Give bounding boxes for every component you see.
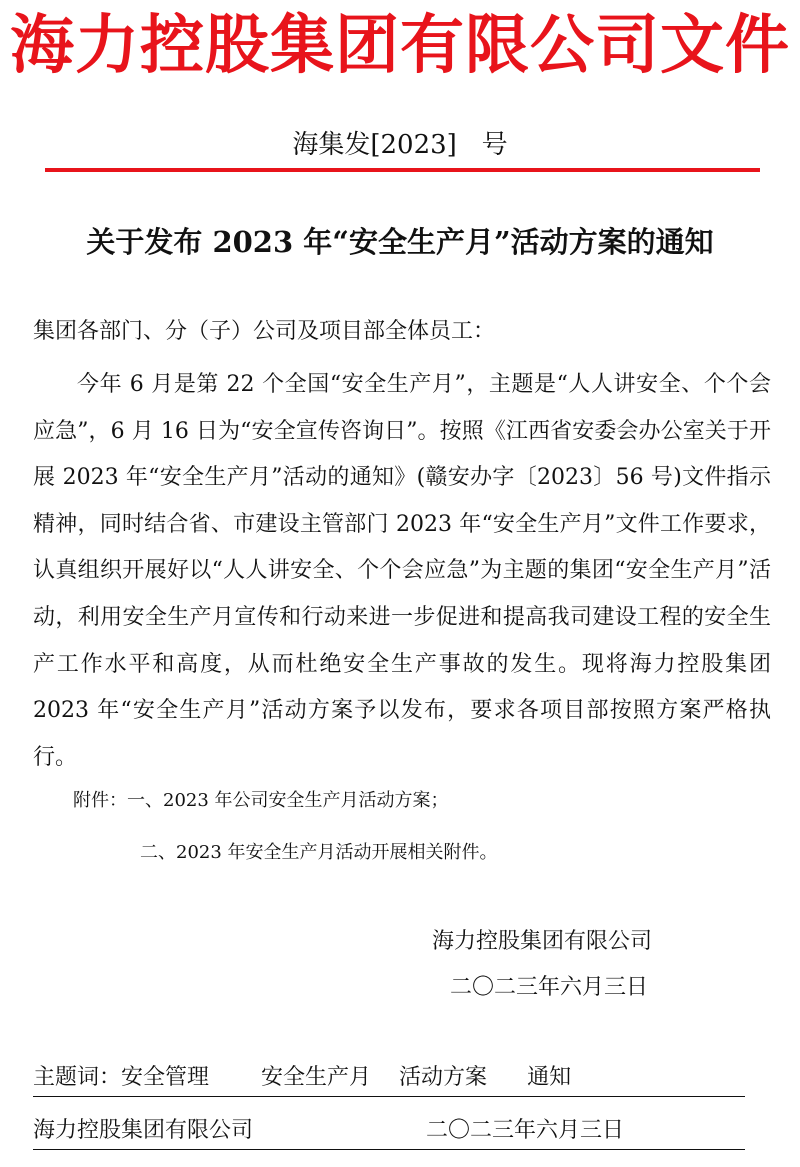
document-header-title: 海力控股集团有限公司文件 bbox=[10, 9, 790, 83]
attachment-item-2: 二、2023 年安全生产月活动开展相关附件。 bbox=[140, 842, 498, 863]
keyword-3: 活动方案 bbox=[399, 1065, 488, 1090]
header-red-rule bbox=[45, 168, 760, 172]
attachment-item-1: 附件：一、2023 年公司安全生产月活动方案； bbox=[73, 790, 449, 811]
keyword-2: 安全生产月 bbox=[261, 1065, 372, 1090]
notice-body-paragraph: 今年 6 月是第 22 个全国“安全生产月”，主题是“人人讲安全、个个会应急”，6 月 16 日为“安全宣传咨询日”。按照《江西省安委会办公室关于开展 2023 年“安全生产月”活动的通知》(赣安办字〔2023〕56 号)文件指示精神，同时结合省、市建设主管部门 2023 年“安全生产月”文件工作要求，认真组织开展好以“人人讲安全、个个会应急”为主题的集团“安全生产月”活动，利用安全生产月宣传和行动来进一步促进和提高我司建设工程的安全生产工作水平和高度，从而杜绝安全生产事故的发生。现将海力控股集团 2023 年“安全生产月”活动方案予以发布，要求各项目部按照方案严格执行。 bbox=[33, 372, 771, 770]
keyword-4: 通知 bbox=[527, 1065, 572, 1090]
footer-issue-date: 二〇二三年六月三日 bbox=[426, 1118, 625, 1143]
keyword-1: 安全管理 bbox=[121, 1065, 210, 1090]
signer-date: 二〇二三年六月三日 bbox=[450, 975, 649, 1000]
document-number: 海集发[2023] 号 bbox=[292, 130, 508, 160]
keywords-label: 主题词： bbox=[33, 1065, 122, 1090]
signer-company: 海力控股集团有限公司 bbox=[432, 929, 653, 954]
footer-keywords-row bbox=[33, 1060, 745, 1097]
notice-title: 关于发布 2023 年“安全生产月”活动方案的通知 bbox=[86, 225, 714, 259]
salutation: 集团各部门、分（子）公司及项目部全体员工： bbox=[33, 319, 496, 344]
footer-issuer-row bbox=[33, 1113, 745, 1150]
footer-issuer-company: 海力控股集团有限公司 bbox=[33, 1118, 254, 1143]
